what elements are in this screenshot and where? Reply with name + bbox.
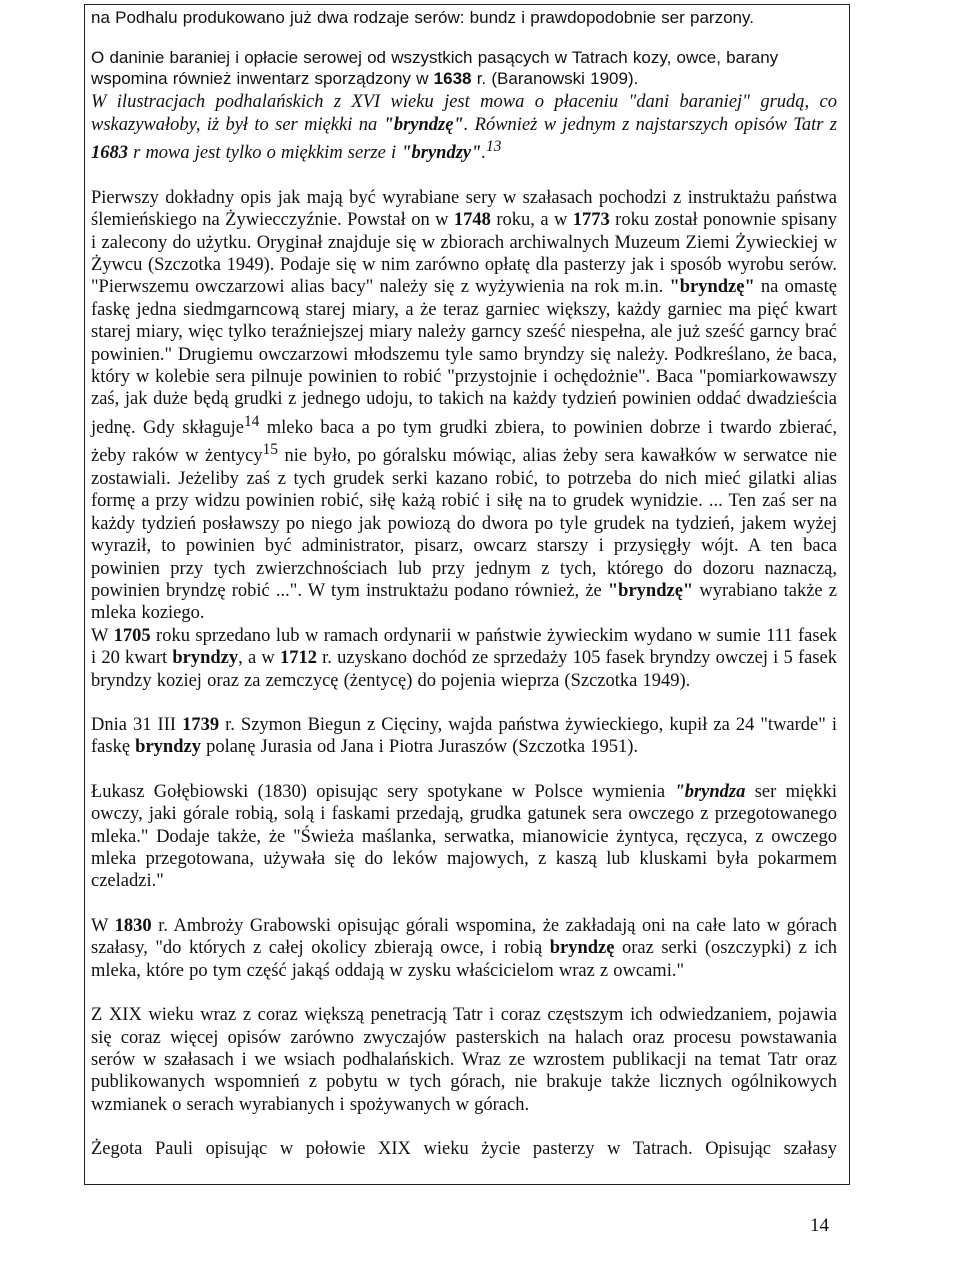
paragraph-5: W 1705 roku sprzedano lub w ramach ordynarii w państwie żywieckim wydano w sumie 111 fasek i 20 kwart bryndzy, a w 1712 r. uzyskano dochód ze sprzedaży 105 fasek bryndzy owczej i 5 fasek bryndzy koziej oraz za zemczycę (żentycę) do pojenia wieprza (Szczotka 1949). [91, 625, 838, 691]
paragraph-7: Łukasz Gołębiowski (1830) opisując sery spotykane w Polsce wymienia "bryndza ser miękki owczy, jaki górale robią, solą i faskami przedają, grudka gatunek sera owczego z przegotowanego mleka." Dodaje także, że "Świeża maślanka, serwatka, mianowicie żyntyca, ręczyca, z owczego mleka przegotowana, używała się do leków majowych, z kaszą lub kluskami była pokarmem czeladzi." [91, 781, 837, 892]
paragraph-4: Pierwszy dokładny opis jak mają być wyrabiane sery w szałasach pochodzi z instruktażu państwa ślemieńskiego na Żywiecczyźnie. Powstał on w 1748 roku, a w 1773 roku został ponownie spisany i zalecony do użytku. Oryginał znajduje się w zbiorach archiwalnych Muzeum Ziemi Żywieckiej w Żywcu (Szczotka 1949). Podaje się w nim zarówno opłatę dla pasterzy jak i sposób wyrobu serów. "Pierwszemu owczarzowi alias bacy" należy się z wyżywienia na rok m.in. "bryndzę" na omastę faskę jedna siedmgarncową starej miary, a że teraz garniec większy, każdy garniec ma pięć kwart starej miary, więc tylko teraźniejszej miary należy garncy sześć niespełna, ale już sześć garncy brać powinien." Drugiemu owczarzowi młodszemu tyle samo bryndzy się należy. Podkreślano, że baca, który w kolebie sera pilnuje powinien to robić "przystojnie i ochędożnie". Baca "pomiarkowawszy zaś, jak duże będą grudki z jednego udoju, to takich na każdy tydzień powinien oddać dwadzieścia jednę. Gdy skłaguje$^{14}$ mleko baca a po tym grudki zbiera, to powinien dobrze i twardo zbierać, żeby raków w żentycy$^{15}$ nie było, po góralsku mówiąc, alias żeby sera kawałków w serwatce nie zostawiali. Jeżeliby zaś z tych grudek serki kazano robić, to potrzeba do nich mieć gilatki alias formę a przy widzu powinien robić, siłę każą robić i siłę na to grudek wynidzie. ... Ten zaś ser na każdy tydzień posławszy po niego jak powiozą do dwora po tyle grudek na tydzień, jakem wyżej wyraził, to powinien być administrator, pisarz, owcarz starszy i przysięgły wójt. A ten baca powinien przy tych zwierzchnościach lub przy jednym z tych, którego do dozoru naznaczą, powinien bryndzę robić ...". W tym instruktażu podano również, że "bryndzę" wyrabiano także z mleka koziego. [91, 187, 837, 624]
paragraph-6: Dnia 31 III 1739 r. Szymon Biegun z Cięciny, wajda państwa żywieckiego, kupił za 24 "twarde" i faskę bryndzy polanę Jurasia od Jana i Piotra Juraszów (Szczotka 1951). [91, 715, 837, 758]
paragraph-2: O daninie baraniej i opłacie serowej od wszystkich pasących w Tatrach kozy, owce, barany wspomina również inwentarz sporządzony w 1638 r. (Baranowski 1909). [91, 48, 779, 89]
paragraph-10-wrapper [91, 1138, 837, 1160]
paragraph-10: Żegota Pauli opisując w połowie XIX wieku życie pasterzy w Tatrach. Opisując szałasy [91, 1139, 837, 1160]
paragraph-8: W 1830 r. Ambroży Grabowski opisując górali wspomina, że zakładają oni na całe lato w górach szałasy, "do których z całej okolicy zbierają owce, i robią bryndzę oraz serki (oszczypki) z ich mleka, które po tym część jakąś oddają w zysku właścicielom wraz z owcami." [91, 915, 837, 981]
page-number: 14 [810, 1215, 829, 1236]
paragraph-9: Z XIX wieku wraz z coraz większą penetracją Tatr i coraz częstszym ich odwiedzaniem, pojawia się coraz więcej opisów zarówno zwyczajów pasterskich na halach oraz procesu powstawania serów w szałasach i we wsiach podhalańskich. Wraz ze wzrostem publikacji na temat Tatr oraz publikowanych wspomnień z pobytu w tych górach, nie brakuje także licznych ogólnikowych wzmianek o serach wyrabianych i spożywanych w górach. [91, 1005, 837, 1115]
paragraph-1: na Podhalu produkowano już dwa rodzaje serów: bundz i prawdopodobnie ser parzony. [91, 8, 754, 27]
page-frame [84, 4, 850, 1184]
paragraph-3: W ilustracjach podhalańskich z XVI wieku jest mowa o płaceniu "dani baraniej" grudą, co wskazywałoby, iż był to ser miękki na "bryndzę". Również w jednym z najstarszych opisów Tatr z 1683 r mowa jest tylko o miękkim serze i "bryndzy".$^{13}$ [91, 92, 837, 164]
frame-bottom-line [84, 1184, 850, 1185]
